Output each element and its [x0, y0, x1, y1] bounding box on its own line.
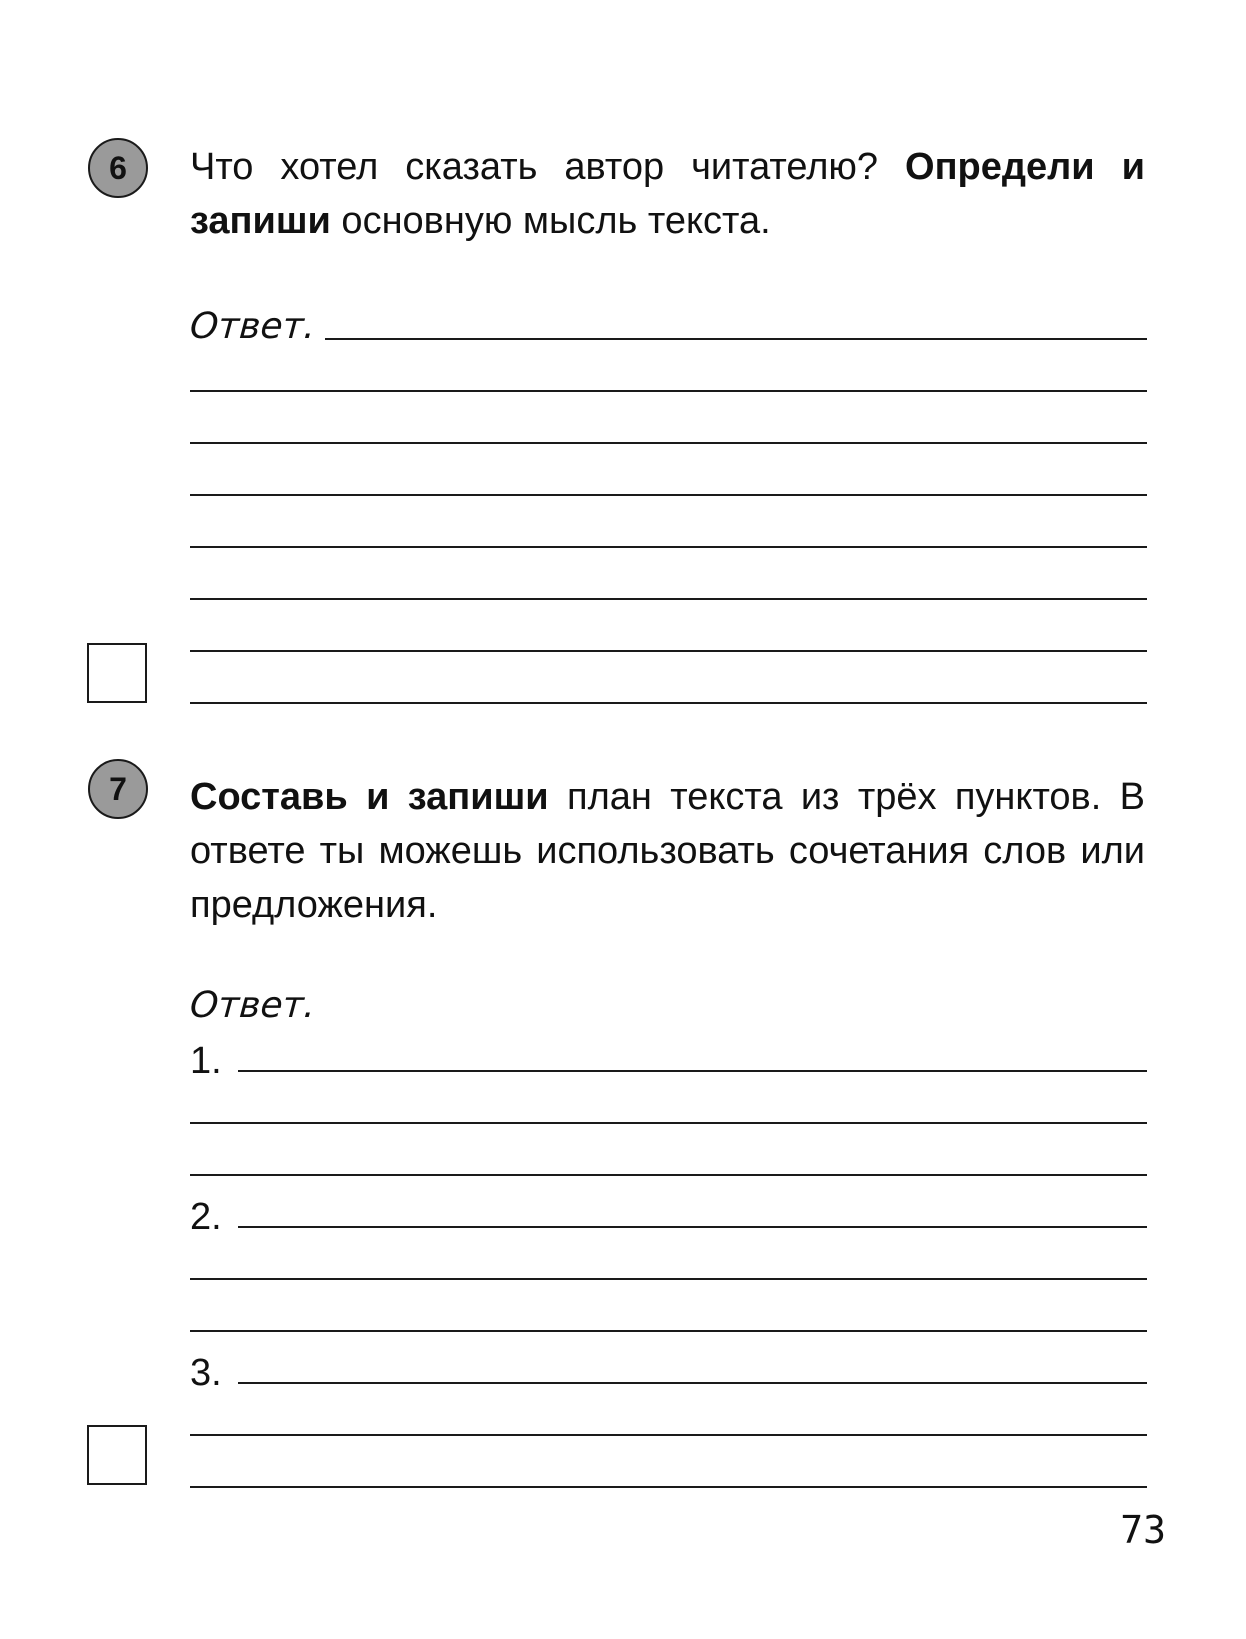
- answer-line[interactable]: [190, 546, 1147, 548]
- answer-line[interactable]: [190, 1330, 1147, 1332]
- answer-line[interactable]: [190, 1174, 1147, 1176]
- task-number-badge-7: [88, 759, 148, 819]
- answer-line[interactable]: [238, 1382, 1147, 1384]
- task-6-instruction: Определи и запиши: [190, 146, 1146, 242]
- answer-line[interactable]: [190, 442, 1147, 444]
- plan-item-number: 2.: [190, 1196, 222, 1238]
- task-number: 6: [109, 149, 127, 186]
- answer-line[interactable]: [190, 1434, 1147, 1436]
- plan-item-number: 3.: [190, 1352, 222, 1394]
- plan-item-number: 1.: [190, 1040, 222, 1082]
- answer-label-6: Ответ.: [188, 306, 317, 347]
- answer-line[interactable]: [190, 598, 1147, 600]
- score-box-6[interactable]: [87, 643, 147, 703]
- answer-line[interactable]: [238, 1070, 1147, 1072]
- answer-line[interactable]: [238, 1226, 1147, 1228]
- answer-label-7: Ответ.: [188, 985, 317, 1026]
- score-box-7[interactable]: [87, 1425, 147, 1485]
- answer-line[interactable]: [190, 650, 1147, 652]
- answer-line[interactable]: [325, 338, 1147, 340]
- task-7-instruction: Составь и запиши: [190, 776, 549, 818]
- answer-line[interactable]: [190, 1122, 1147, 1124]
- answer-line[interactable]: [190, 494, 1147, 496]
- answer-line[interactable]: [190, 390, 1147, 392]
- answer-line[interactable]: [190, 702, 1147, 704]
- page-number: 73: [1120, 1508, 1166, 1552]
- answer-line[interactable]: [190, 1486, 1147, 1488]
- answer-line[interactable]: [190, 1278, 1147, 1280]
- task-number: 7: [109, 770, 127, 807]
- task-6-question: Что хотел сказать автор читателю? Определи и запиши основную мысль текста.: [190, 146, 1146, 242]
- task-number-badge-6: [88, 138, 148, 198]
- task-7-question: Составь и запиши план текста из трёх пунктов. В ответе ты можешь использовать сочетания слов или предложения.: [190, 776, 1145, 926]
